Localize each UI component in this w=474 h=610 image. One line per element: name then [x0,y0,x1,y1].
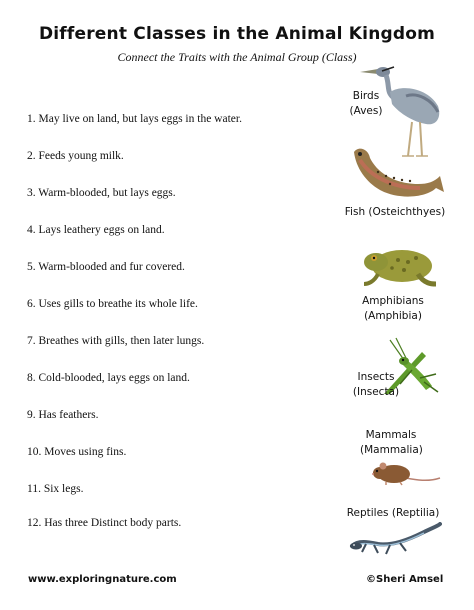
trait-item: 6. Uses gills to breathe its whole life. [27,298,198,310]
amphibians-label [345,294,441,324]
fish-label: Fish (Osteichthyes) [344,206,446,218]
page-title: Different Classes in the Animal Kingdom [38,24,436,44]
trait-item: 7. Breathes with gills, then later lungs. [27,335,205,347]
insects-latin: (Insecta) [352,386,400,398]
reptiles-label: Reptiles (Reptilia) [346,507,440,519]
toad-icon [358,240,438,290]
mammals-label [360,428,422,458]
insects-label [346,370,406,400]
birds-latin: (Aves) [349,105,383,117]
trait-item: 8. Cold-blooded, lays eggs on land. [27,372,190,384]
trait-item: 1. May live on land, but lays eggs in the water. [27,113,242,125]
mouse-icon [370,456,442,486]
trait-item: 5. Warm-blooded and fur covered. [27,261,185,273]
mammals-latin: (Mammalia) [360,444,423,456]
trait-item: 4. Lays leathery eggs on land. [27,224,165,236]
trait-item: 10. Moves using fins. [27,446,127,458]
mammals-name: Mammals [365,429,417,441]
lizard-icon [348,522,442,558]
trait-item: 2. Feeds young milk. [27,150,124,162]
footer-credit: ©Sheri Amsel [366,574,444,585]
trait-item: 3. Warm-blooded, but lays eggs. [27,187,176,199]
trait-item: 11. Six legs. [27,483,84,495]
birds-name: Birds [352,90,380,102]
trout-icon [348,144,448,206]
footer-website: www.exploringnature.com [28,574,177,585]
page-subtitle: Connect the Traits with the Animal Group (Class) [117,50,357,64]
amphibians-latin: (Amphibia) [364,310,422,322]
insects-name: Insects [357,371,395,383]
trait-item: 12. Has three Distinct body parts. [27,517,182,529]
amphibians-name: Amphibians [362,295,424,307]
trait-item: 9. Has feathers. [27,409,99,421]
